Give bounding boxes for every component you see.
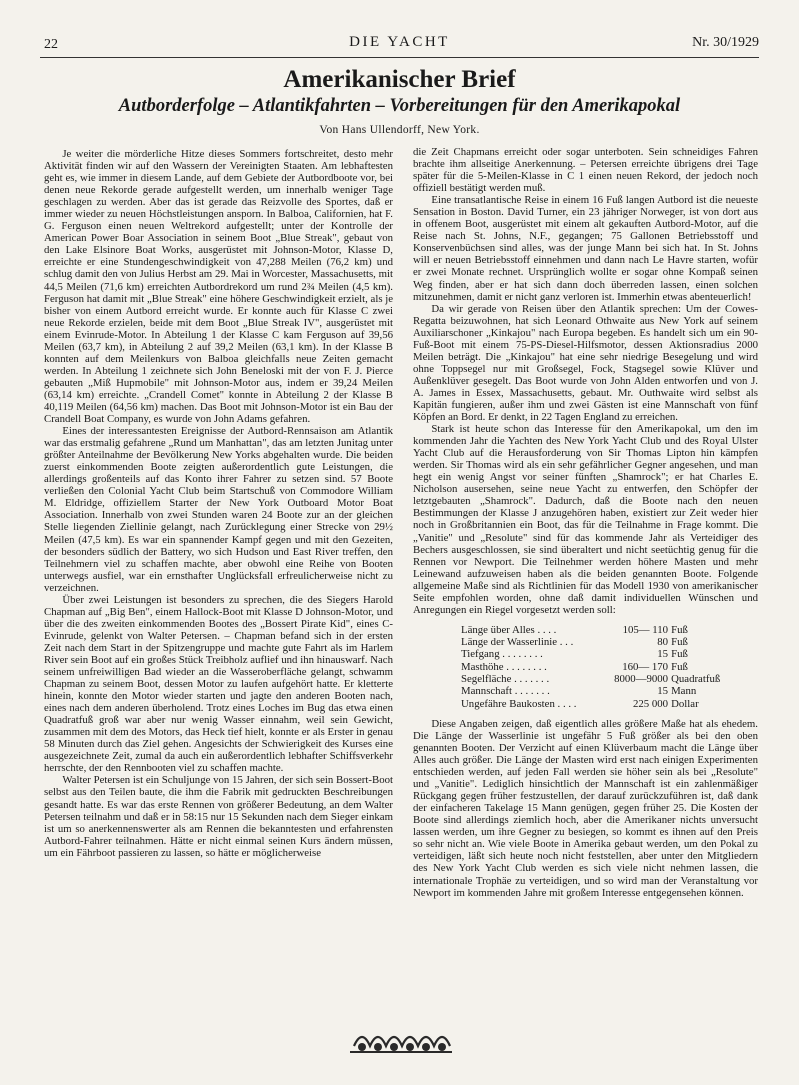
magazine-title: DIE YACHT bbox=[349, 34, 450, 50]
spec-label: Segelfläche . . . . . . . bbox=[461, 673, 550, 686]
spec-unit: Quadratfuß bbox=[671, 673, 721, 686]
article-subtitle: Autborderfolge – Atlantikfahrten – Vorbereitungen für den Amerikapokal bbox=[118, 96, 681, 116]
right-column bbox=[413, 146, 758, 899]
spec-value: 80 bbox=[657, 636, 669, 649]
spec-unit: Fuß bbox=[671, 636, 688, 649]
spec-label: Länge über Alles . . . . bbox=[461, 623, 557, 636]
spec-label: Ungefähre Baukosten . . . . bbox=[461, 697, 577, 710]
spec-value: 160— 170 bbox=[622, 660, 669, 673]
table-row bbox=[461, 624, 731, 636]
spec-value: 15 bbox=[657, 685, 669, 698]
article-byline: Von Hans Ullendorff, New York. bbox=[319, 124, 480, 136]
table-row bbox=[461, 673, 731, 685]
paragraph: Walter Petersen ist ein Schuljunge von 15 Jahren, der sich sein Bossert-Boot selbst aus den Teilen baute, die ihm die Fabrik mit gedruckten Beschreibungen gesandt hatte. Es war das erste Rennen von größerer Bedeutung, an dem Walter Petersen teilnahm und daß er in 58:15 nur 15 Sekunden nach dem Sieger einkam ist um so anerkennenswerter als am Rennen die bekanntesten und erfahrensten Autbord-Fahrer teilnahmen. Hätte er nicht einmal seinen Kurs ändern müssen, um ein Fährboot passieren zu lassen, so hätte er möglicherweise bbox=[44, 774, 393, 859]
paragraph: Über zwei Leistungen ist besonders zu sprechen, die des Siegers Harold Chapman auf „Big Ben", einem Hallock-Boot mit Klasse D Johnson-Motor, und über die des zweiten einkommenden Bootes des „Bossert Pirate Kid", eines C-Evinrude, gelenkt von Walter Petersen. – Chapman befand sich in der ersten Zeit nach dem Start in der Spitzengruppe und machte gute Fahrt als im Harlem River sein Boot auf ein großes Stück Treibholz auflief und ihn hinauswarf. Nach seinem unfreiwilligen Bad wieder an die Wasseroberfläche gelangt, schwamm Chapman zu seinem Boot, dessen Motor zu laufen aufgehört hatte. Er kletterte hinein, konnte den Motor wieder starten und jagte den anderen Booten nach, eines nach dem anderen überholend. Trotz eines Loches im Bug das etwa einen Quadratfuß groß war aber nur wenig Wasser einnahm, weil sein Gewicht, zusammen mit dem des Motors, das Heck tief hielt, konnte er als Erster in genau 58 Minuten durch das Ziel gehen. Angesichts der Schwierigkeit des Kurses eine ausgezeichnete Zeit, zumal da auch ein außerordentlich lebhafter Schiffsverkehr herrschte, der den Rennbooten viel zu schaffen machte. bbox=[44, 593, 393, 775]
spec-value: 15 bbox=[657, 648, 669, 661]
paragraph: Da wir gerade von Reisen über den Atlantik sprechen: Um der Cowes-Regatta beizuwohnen, hat sich Leonard Othwaite aus New York auf seinem Auxiliarschoner „Kinkajou" nach Europa begeben. Es handelt sich um ein 90-Fuß-Boot mit einem 75-PS-Diesel-Hilfsmotor, dessen Aktionsradius 2000 Meilen beträgt. Die „Kinkajou" hat eine sehr niedrige Besegelung und wird ohne Toppsegel nur mit Großsegel, Fock, Stagsegel sowie Klüver und Außenklüver gesegelt. Das Boot wurde von John Alden entworfen und von J. A. James in Essex, Massachusetts, gebaut. Mr. Outhwaite wird selbst als Kapitän fungieren, außer ihm und zwei Gästen ist eine Mannschaft von fünf Köpfen an Bord. Er denkt, in 22 Tagen England zu erreichen. bbox=[413, 302, 758, 424]
header-rule bbox=[40, 57, 759, 58]
spec-unit: Dollar bbox=[671, 697, 699, 710]
spec-value: 105— 110 bbox=[622, 623, 669, 636]
table-row bbox=[461, 685, 731, 697]
paragraph: Je weiter die mörderliche Hitze dieses Sommers fortschreitet, desto mehr Aktivität finden wir auf den Wassern der Vereinigten Staaten. Am lebhaftesten geht es, wie immer in diesem Lande, auf dem Gebiete der Autbordboote vor, bei denen neue Rekorde gerade aufgestellt werden, um innerhalb weniger Tage geschlagen zu werden. Aber das ist gerade das Reizvolle des Sportes, daß er immer wieder zu neuen Höchstleistungen ansporn. In Balboa, Californien, hat F. G. Ferguson einen neuen Weltrekord aufgestellt; unter der Kontrolle der American Power Boar Association in seinem Boot „Blue Streak", gebaut von den Lake Elsinore Boat Works, ausgerüstet mit Johnson-Motor, Klasse D, erreichte er eine Stundengeschwindigkeit von 47,288 Meilen (76,2 km) und schlug damit den von Julius Herbst am 29. Mai in Worcester, Massachusetts, mit 44,5 Meilen (71,6 km) erreichten Autbordrekord um rund 2¾ Meilen (4,5 km). Ferguson hat damit mit „Blue Streak" eine höhere Geschwindigkeit erzielt, als je bisher von einem Autbord erreicht wurde. Er konnte auch für Klasse C zwei neue Rekorde erzielen, beide mit dem Boot „Blue Streak IV", ausgerüstet mit einem Evinrude-Motor. In Abteilung 1 der Klasse C kam Ferguson auf 39,56 Meilen (63,7 km), in Abteilung 2 auf 39,2 Meilen (63,1 km). In der Klasse B konnten auf dem Meilenkurs von Balboa gleichfalls neue Zeiten gemacht werden. In Abteilung 1 zeichnete sich John Beneloski mit der von F. J. Pierce gebauten „Miß Hupmobile" mit Johnson-Motor aus, indem er 39,24 Meilen (63,14 km) erreichte. „Crandell Comet" konnte in Abteilung 2 der Klasse B 40,119 Meilen (64,56 km) machen. Das Boot mit Johnson-Motor ist ein Bau der Crandell Boat Company, es wurde von John Adams gefahren. bbox=[44, 148, 394, 426]
spec-label: Tiefgang . . . . . . . . bbox=[461, 648, 543, 661]
spec-unit: Mann bbox=[671, 685, 697, 698]
left-column bbox=[44, 148, 393, 859]
spec-unit: Fuß bbox=[671, 648, 688, 661]
yacht-dimensions-table bbox=[461, 624, 731, 710]
spec-label: Masthöhe . . . . . . . . bbox=[461, 660, 547, 673]
table-row bbox=[461, 698, 731, 710]
issue-number: Nr. 30/1929 bbox=[692, 35, 759, 50]
paragraph: Eines der interessantesten Ereignisse der Autbord-Rennsaison am Atlantik war das erstmalig gefahrene „Rund um Manhattan", das am letzten Junitag unter größter Anteilnahme der Bevölkerung New Yorks abgehalten wurde. Die beiden zuerst einkommenden Boote zeigten außerordentlich gute Leistungen, die allerdings großenteils auf das Konto ihrer Fahrer zu setzen sind. 57 Boote verließen den Colonial Yacht Club beim Startschuß von Commodore William M. Eldridge, offiziellem Starter der New York Outboard Motor Boat Association. Innerhalb von zwei Stunden waren 24 Boote zur an der gleichen Stelle liegenden Ziellinie gelangt, nach Zurücklegung einer Strecke von 29½ Meilen (47,5 km). Es war ein spannender Kampf gegen und mit den Gezeiten, der besonders südlich der Battery, wo sich Hudson und East River treffen, den Teilnehmern viel zu schaffen machte, aber obwohl eine Reihe von Booten unterwegs ausfiel, war ein ernsthafter Unglücksfall erfreulicherweise nicht zu verzeichnen. bbox=[44, 425, 393, 594]
spec-label: Länge der Wasserlinie . . . bbox=[461, 636, 574, 649]
table-row bbox=[461, 636, 731, 648]
spec-value: 8000—9000 bbox=[614, 673, 669, 686]
table-row bbox=[461, 648, 731, 660]
paragraph: die Zeit Chapmans erreicht oder sogar unterboten. Sein schneidiges Fahren brachte ihm allseitige Anerkennung. – Petersen erreichte übrigens drei Tage später für die 5-Meilen-Klasse in C 1 einen neuen Rekord, der jedoch noch offiziell bestätigt werden muß. bbox=[413, 146, 758, 195]
article-title: Amerikanischer Brief bbox=[283, 66, 516, 93]
spec-unit: Fuß bbox=[671, 623, 688, 636]
page-number: 22 bbox=[44, 37, 58, 52]
spec-label: Mannschaft . . . . . . . bbox=[461, 685, 550, 698]
paragraph: Eine transatlantische Reise in einem 16 Fuß langen Autbord ist die neueste Sensation in Boston. David Turner, ein 23 jähriger Norweger, ist von dort aus in offenem Boot, ausgerüstet mit einem alt gekauften Autbord-Motor, auf die Reise nach St. Johns, N.F., gegangen; 75 Gallonen Betriebsstoff und Konservenbüchsen sind alles, was der junge Mann bei sich hat. In St. Johns will er neuen Betriebsstoff einnehmen und dann nach Le Havre starten, wofür er zwei Monate rechnet. Ursprünglich wollte er sogar ohne Kompaß seinen Weg finden, aber er hat sich dann doch überreden lassen, einen solchen mitzunehmen, damit er nicht ganz verloren ist. Immerhin etwas abenteuerlich! bbox=[413, 194, 758, 303]
paragraph: Stark ist heute schon das Interesse für den Amerikapokal, um den im kommenden Jahr die Yachten des New York Yacht Club und des Royal Ulster Yacht Club auf die Herausforderung von Sir Thomas Lipton hin kämpfen werden. Sir Thomas wird als ein sehr gefährlicher Gegner angesehen, und man hegt ein wenig Angst vor seiner fünften „Shamrock"; er hat Charles E. Nicholson ausersehen, seine neue Yacht zu entwerfen, den Schöpfer der letztgebauten „Shamrock". Dadurch, daß die Boote nach den neuen Bestimmungen der Klasse J anzugehören haben, existiert zur Zeit weder hier noch in Großbritannien ein Boot, das für die Teilnahme in Frage kommt. Die „Vanitie" und „Resolute" sind für das kommende Jahr als Verteidiger des Bechers ausgeschlossen, sie sind überaltert und nicht seetüchtig genug für die Rennen vor Newport. Die Teilnehmer werden höhere Masten und mehr Leinewand aufzuweisen haben als die beiden genannten Boote. Folgende allgemeine Maße sind als Richtlinien für das Modell 1930 von amerikanischer Seite empfohlen worden, ohne daß damit individuellen Wünschen und Anregungen ein Riegel vorgesetzt werden soll: bbox=[413, 423, 758, 616]
wave-ornament-icon bbox=[346, 1020, 456, 1060]
spec-value: 225 000 bbox=[632, 697, 669, 710]
paragraph: Diese Angaben zeigen, daß eigentlich alles größere Maße hat als ehedem. Die Länge der Wasserlinie ist ungefähr 5 Fuß größer als bei den oben genannten Booten. Der Verzicht auf einen Klüverbaum macht die Länge über Alles auch größer. Die Länge der Masten wird erst nach einigen Experimenten entschieden werden, auf jeden Fall werden sie höher sein als bei „Resolute" und „Vanitie". Lediglich hinsichtlich der Mannschaft ist ein zahlenmäßiger Rückgang gegen früher festzustellen, der darauf zurückzuführen ist, daß dank der einfacheren Takelage 15 Mann genügen, gegen früher 25. Die Kosten der Boote sind allerdings ziemlich hoch, aber die Amerikaner nichts unversucht lassen werden, um ihre Gegner zu besiegen, so kommt es ihnen auf den Preis so sehr nicht an. Wie viele Boote in Amerika gebaut werden, um den Pokal zu verteidigen, läßt sich heute noch nicht feststellen, aber unter den Mitgliedern des New York Yacht Club werden es sich viele nicht nehmen lassen, die internationale Trophäe zu verteidigen, und so wird man der Veranstaltung vor Newport im kommenden Jahre mit großem Interesse entgegensehen können. bbox=[413, 717, 758, 899]
spec-unit: Fuß bbox=[671, 660, 688, 673]
table-row bbox=[461, 661, 731, 673]
